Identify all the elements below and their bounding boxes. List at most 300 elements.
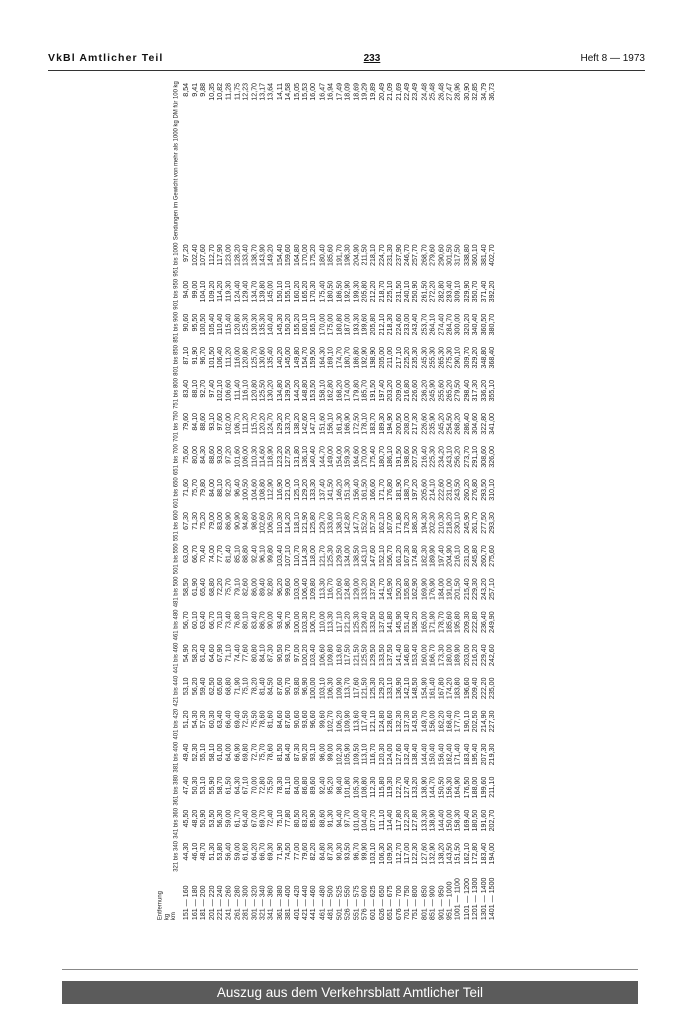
rate-cell: 63,40 (199, 611, 208, 630)
rate-cell: 172,80 (471, 842, 480, 865)
rate-cell: 133,20 (411, 776, 420, 799)
distance-cell: 551 — 575 (352, 885, 361, 921)
distance-cell: 201 — 220 (208, 885, 217, 921)
rate-cell: 161,40 (428, 677, 437, 700)
rate-cell: 195,80 (454, 611, 463, 634)
rate-cell: 189,90 (454, 644, 463, 667)
rate-cell: 162,20 (437, 710, 446, 733)
rate-cell: 166,70 (428, 644, 437, 667)
rate-cell: 145,00 (267, 280, 276, 303)
rate-cell: 71,10 (225, 644, 234, 663)
page-header (48, 52, 645, 68)
rate-cell: 260,20 (462, 479, 471, 501)
rate-cell: 264,10 (428, 313, 437, 336)
rate-cell: 166,90 (343, 412, 352, 435)
rate-cell: 90,50 (275, 644, 285, 663)
rate-cell: 109,20 (208, 280, 217, 303)
rate-cell: 99,60 (284, 578, 293, 596)
rate-cell: 279,60 (428, 244, 437, 266)
distance-cell: 301 — 320 (250, 885, 259, 921)
rate-cell: 81,50 (275, 743, 285, 762)
rate-cell: 77,80 (284, 809, 293, 828)
rate-cell: 138,50 (352, 545, 361, 567)
journal-title: VkBl Amtlicher Teil (48, 52, 164, 64)
rate-cell: 255,60 (437, 379, 446, 402)
rate-cell: 360,50 (479, 313, 488, 336)
rate-cell: 214,10 (428, 479, 437, 501)
rate-cell: 84,40 (284, 743, 293, 762)
rate-cell: 92,80 (267, 578, 276, 596)
rate-cell: 205,80 (369, 313, 378, 336)
rate-cell: 293,50 (479, 479, 488, 501)
rate-cell: 13,17 (258, 82, 268, 101)
rate-cell: 243,20 (479, 578, 488, 600)
rate-cell: 25,48 (428, 82, 437, 101)
rate-cell: 130,20 (267, 379, 276, 402)
table-row (259, 80, 267, 923)
rate-cell: 100,00 (292, 611, 301, 634)
rate-cell: 97,60 (216, 412, 225, 431)
rate-cell: 87,60 (284, 710, 293, 729)
rate-cell: 140,40 (309, 445, 318, 468)
rate-cell: 97,20 (225, 445, 234, 464)
table-row (352, 80, 360, 923)
rate-cell: 277,50 (479, 512, 488, 534)
rate-cell: 102,30 (335, 743, 344, 766)
rate-cell: 368,40 (488, 346, 497, 369)
rate-cell: 242,60 (488, 644, 497, 667)
weight-band-header: 481 bis 500 (172, 576, 180, 608)
rate-cell: 28,96 (454, 82, 463, 101)
rate-cell: 129,20 (301, 479, 310, 501)
rate-cell: 260,70 (479, 545, 488, 567)
rate-cell: 169,90 (420, 578, 429, 600)
rate-cell: 138,20 (437, 842, 446, 865)
rate-cell: 16,94 (326, 82, 335, 101)
rate-cell: 117,50 (343, 644, 352, 666)
rate-cell: 104,40 (360, 809, 369, 832)
rate-cell: 133,30 (309, 479, 318, 501)
rate-cell: 135,30 (258, 313, 268, 336)
rate-cell: 66,90 (233, 743, 242, 762)
rate-cell: 255,30 (428, 346, 437, 369)
distance-cell: 576 — 600 (360, 885, 369, 921)
table-row (293, 80, 301, 923)
rate-cell: 167,00 (386, 512, 395, 534)
rate-cell: 156,00 (428, 710, 437, 733)
rate-cell: 52,30 (191, 743, 200, 762)
rate-cell: 129,40 (241, 280, 251, 303)
table-header-row (158, 80, 183, 923)
rate-cell: 211,50 (360, 244, 369, 266)
rate-cell: 121,70 (318, 545, 327, 567)
rate-cell: 122,30 (411, 842, 420, 865)
rate-cell: 109,80 (326, 644, 335, 667)
rate-cell: 77,70 (216, 545, 225, 563)
table-row (344, 80, 352, 923)
rate-cell: 94,80 (241, 512, 251, 530)
rate-cell: 97,70 (343, 809, 352, 828)
rate-cell: 61,50 (225, 776, 234, 795)
rate-cell: 245,20 (437, 412, 446, 435)
rate-cell: 178,20 (403, 512, 412, 534)
rate-cell: 104,10 (199, 280, 208, 303)
rate-cell: 100,50 (241, 479, 251, 501)
rate-cell: 286,40 (462, 412, 471, 435)
rate-cell: 341,00 (488, 412, 497, 435)
rate-cell: 87,10 (182, 346, 191, 365)
rate-cell: 67,10 (241, 776, 251, 795)
rate-cell: 168,20 (335, 379, 344, 402)
rate-cell: 54,90 (182, 644, 191, 663)
rate-cell: 125,50 (360, 644, 369, 667)
distance-cell: 601 — 625 (369, 885, 378, 921)
rate-cell: 127,60 (420, 842, 429, 865)
rate-cell: 120,30 (377, 743, 386, 766)
rate-cell: 300,00 (454, 313, 463, 336)
rate-cell: 205,80 (360, 280, 369, 303)
rate-cell: 117,90 (216, 244, 225, 266)
rate-cell: 145,00 (284, 346, 293, 369)
rate-cell: 186,30 (411, 512, 420, 534)
rate-cell: 177,70 (454, 710, 463, 733)
rate-cell: 100,50 (199, 313, 208, 336)
rate-cell: 162,10 (377, 512, 386, 534)
rate-cell: 301,50 (445, 244, 454, 266)
rate-cell: 55,90 (208, 776, 217, 795)
rate-cell: 233,00 (403, 313, 412, 336)
rate-cell: 21,09 (386, 82, 395, 101)
rate-cell: 132,40 (403, 743, 412, 766)
rate-cell: 113,70 (343, 677, 352, 699)
rate-cell: 156,40 (352, 479, 361, 501)
rate-cell: 272,20 (428, 280, 437, 303)
distance-cell: 481 — 500 (326, 885, 335, 921)
rate-cell: 113,60 (335, 644, 344, 666)
rate-cell: 243,50 (454, 479, 463, 501)
rate-cell: 158,30 (454, 809, 463, 832)
rate-cell: 93,70 (284, 644, 293, 663)
rate-cell: 101,80 (343, 776, 352, 799)
rate-cell: 106,40 (301, 578, 310, 600)
rate-cell: 114,30 (301, 545, 310, 567)
table-row (301, 80, 309, 923)
rate-cell: 322,80 (479, 412, 488, 435)
distance-cell: 281 — 300 (241, 885, 251, 921)
rate-cell: 183,70 (369, 412, 378, 435)
rate-cell: 101,50 (208, 346, 217, 369)
rate-cell: 16,00 (309, 82, 318, 101)
rate-cell: 111,20 (241, 412, 251, 434)
rate-cell: 58,10 (208, 743, 217, 762)
distance-cell: 676 — 700 (394, 885, 403, 921)
rate-cell: 121,90 (301, 512, 310, 534)
rate-cell: 15,53 (301, 82, 310, 101)
rate-cell: 121,50 (360, 677, 369, 700)
rate-cell: 129,20 (377, 677, 386, 700)
table-row (200, 80, 208, 923)
weight-band-header: 501 bis 550 (172, 543, 180, 575)
table-row (225, 80, 233, 923)
rate-cell: 92,70 (199, 379, 208, 398)
rate-cell: 128,60 (386, 710, 395, 733)
rate-cell: 80,00 (191, 445, 200, 464)
rate-cell: 96,70 (352, 842, 361, 861)
rate-cell: 198,90 (369, 346, 378, 369)
rate-cell: 146,80 (403, 644, 412, 667)
rate-cell: 136,10 (301, 445, 310, 468)
rate-cell: 49,40 (182, 743, 191, 762)
rate-cell: 80,10 (241, 611, 251, 630)
rate-cell: 175,40 (369, 445, 378, 468)
rate-cell: 64,00 (225, 743, 234, 762)
rate-cell: 138,40 (411, 743, 420, 766)
rate-cell: 136,90 (394, 677, 403, 700)
rate-cell: 79,00 (208, 512, 217, 530)
rate-cell: 61,40 (199, 644, 208, 663)
rate-cell: 120,20 (258, 412, 268, 435)
rate-cell: 94,40 (335, 809, 344, 828)
rate-cell: 164,60 (352, 445, 361, 468)
rate-cell: 61,60 (241, 842, 251, 861)
rate-cell: 81,60 (267, 710, 276, 729)
rate-cell: 88,10 (216, 479, 225, 497)
rate-cell: 88,60 (199, 412, 208, 431)
rate-cell: 119,30 (225, 280, 234, 302)
rate-cell: 55,10 (199, 743, 208, 762)
rate-cell: 70,40 (199, 545, 208, 563)
rate-cell: 109,50 (352, 743, 361, 766)
rate-cell: 308,60 (479, 445, 488, 468)
rate-cell: 123,20 (275, 445, 285, 468)
rate-cell: 135,40 (267, 346, 276, 369)
rate-cell: 211,00 (386, 346, 395, 368)
rate-cell: 14,11 (275, 82, 285, 101)
rate-cell: 293,30 (488, 512, 497, 534)
rate-cell: 97,40 (208, 379, 217, 398)
distance-cell: 626 — 650 (377, 885, 386, 921)
rate-cell: 402,70 (488, 244, 497, 266)
rate-cell: 127,60 (394, 743, 403, 766)
rate-cell: 355,10 (488, 379, 497, 402)
rate-cell: 82,60 (241, 578, 251, 596)
rate-cell: 53,80 (216, 842, 225, 861)
weight-band-header: 421 bis 440 (172, 675, 180, 707)
rate-cell: 120,80 (250, 379, 259, 402)
rate-cell: 75,20 (199, 512, 208, 530)
table-row (318, 80, 326, 923)
table-row (454, 80, 462, 923)
rate-cell: 154,70 (301, 346, 310, 369)
distance-cell: 1201 — 1300 (471, 877, 480, 921)
rate-cell: 217,10 (394, 346, 403, 369)
table-row (335, 80, 343, 923)
rate-cell: 71,90 (233, 677, 242, 696)
rate-cell: 48,70 (199, 842, 208, 861)
rate-cell: 59,00 (233, 842, 242, 861)
rate-cell: 8,54 (182, 82, 191, 97)
distance-header (158, 873, 183, 923)
rate-cell: 103,40 (309, 644, 318, 667)
rate-cell: 34,79 (479, 82, 488, 101)
rate-cell: 108,80 (258, 479, 268, 501)
rate-cell: 164,80 (292, 244, 301, 266)
rate-cell: 117,60 (352, 677, 361, 699)
rate-cell: 129,20 (275, 412, 285, 435)
rate-cell: 192,90 (343, 280, 352, 303)
rate-cell: 309,70 (462, 346, 471, 369)
rate-cell: 16,47 (318, 82, 327, 101)
rate-cell: 67,00 (250, 809, 259, 828)
rate-cell: 53,10 (199, 776, 208, 795)
rate-cell: 106,20 (335, 710, 344, 733)
rate-cell: 205,60 (420, 479, 429, 501)
table-row (463, 80, 471, 923)
weight-band-header: 751 bis 800 (172, 378, 180, 409)
header-rule (48, 70, 645, 71)
rate-cell: 83,00 (216, 512, 225, 530)
weight-band-header: 801 bis 850 (172, 345, 180, 376)
rate-cell: 157,30 (369, 512, 378, 534)
rate-cell: 102,00 (225, 412, 234, 435)
rate-cell: 275,60 (488, 545, 497, 567)
rate-cell: 124,80 (343, 578, 352, 600)
distance-cell: 1001 — 1100 (454, 878, 463, 921)
rate-cell: 96,70 (284, 611, 293, 630)
rate-cell: 199,60 (360, 313, 369, 336)
table-row (437, 80, 445, 923)
rate-cell: 133,40 (241, 244, 251, 266)
rate-cell: 112,70 (208, 244, 217, 266)
table-row (310, 80, 318, 923)
rate-cell: 190,10 (462, 710, 471, 733)
rate-cell: 214,90 (479, 710, 488, 733)
rate-cell: 151,60 (318, 412, 327, 435)
rate-cell: 168,40 (445, 710, 454, 733)
rate-cell: 191,50 (369, 379, 378, 402)
weight-band-header: 361 bis 380 (172, 774, 180, 806)
rate-cell: 120,60 (335, 578, 344, 600)
weight-unit-label: kg (163, 913, 171, 921)
rate-cell: 162,10 (462, 842, 471, 865)
rate-cell: 116,90 (275, 479, 285, 501)
rate-cell: 87,60 (275, 677, 285, 696)
rate-cell: 187,00 (343, 313, 352, 336)
rate-cell: 78,60 (258, 710, 268, 729)
table-row (369, 80, 377, 923)
rate-cell: 17,49 (335, 82, 344, 101)
rate-cell: 134,70 (250, 280, 259, 303)
issue-label: Heft 8 — 1973 (580, 53, 645, 64)
rate-cell: 138,10 (335, 512, 344, 534)
rate-cell: 93,50 (343, 842, 352, 861)
rate-cell: 202,30 (428, 512, 437, 534)
rate-cell: 27,47 (445, 82, 454, 101)
rate-cell: 84,10 (258, 644, 268, 663)
rate-cell: 124,70 (267, 412, 276, 435)
rate-cell: 117,00 (403, 842, 412, 864)
rate-cell: 99,90 (360, 842, 369, 861)
rate-cell: 147,70 (352, 512, 361, 534)
rate-cell: 72,70 (250, 743, 259, 762)
rate-cell: 95,20 (326, 776, 335, 795)
rate-cell: 273,70 (462, 445, 471, 468)
rate-cell: 125,30 (352, 611, 361, 634)
rate-cell: 90,70 (284, 677, 293, 696)
rate-cell: 147,60 (369, 545, 378, 567)
rate-cell: 290,60 (437, 244, 446, 266)
rate-cell: 60,30 (208, 710, 217, 729)
rate-cell: 92,40 (318, 776, 327, 795)
distance-cell: 421 — 440 (301, 885, 310, 921)
rate-cell: 237,90 (394, 244, 403, 266)
rate-cell: 84,50 (267, 677, 276, 696)
distance-cell: 651 — 675 (386, 885, 395, 921)
rate-cell: 317,50 (454, 244, 463, 266)
rate-cell: 66,70 (191, 545, 200, 563)
rate-cell: 128,20 (233, 244, 242, 266)
rate-cell: 176,50 (462, 776, 471, 799)
rate-cell: 174,00 (343, 379, 352, 402)
rate-cell: 90,60 (292, 710, 301, 729)
rate-cell: 172,50 (352, 412, 361, 435)
weight-band-header: 701 bis 750 (172, 411, 180, 442)
rate-cell: 64,30 (233, 776, 242, 795)
rate-cell: 111,10 (377, 809, 386, 831)
rate-cell: 11,28 (225, 82, 234, 101)
rate-cell: 222,80 (471, 611, 480, 634)
rate-cell: 121,00 (284, 479, 293, 501)
rate-cell: 175,20 (309, 244, 318, 266)
distance-cell: 851 — 900 (428, 885, 437, 921)
rate-cell: 243,40 (411, 313, 420, 336)
rate-cell: 191,70 (335, 244, 344, 266)
rate-cell: 99,00 (326, 743, 335, 762)
rate-cell: 124,40 (233, 280, 242, 303)
rate-cell: 102,60 (258, 512, 268, 534)
rate-cell: 75,50 (267, 776, 276, 795)
rate-cell: 124,00 (386, 743, 395, 766)
rate-cell: 106,30 (326, 677, 335, 700)
rate-cell: 380,70 (488, 313, 497, 336)
rate-cell: 249,90 (488, 611, 497, 634)
weight-band-header: 601 bis 650 (172, 477, 180, 509)
rate-cell: 205,00 (377, 346, 386, 369)
rate-cell: 117,10 (335, 611, 344, 633)
rate-cell: 235,30 (411, 346, 420, 369)
rate-cell: 310,10 (488, 479, 497, 501)
rate-cell: 56,40 (225, 842, 234, 861)
rate-cell: 225,20 (403, 346, 412, 369)
rate-cell: 86,80 (301, 776, 310, 795)
rate-cell: 63,00 (182, 545, 191, 563)
distance-cell: 221 — 240 (216, 885, 225, 921)
rate-cell: 133,50 (377, 644, 386, 667)
rate-cell: 74,00 (208, 545, 217, 563)
distance-cell: 501 — 525 (335, 885, 344, 921)
rate-cell: 236,20 (420, 379, 429, 402)
rate-cell: 107,70 (369, 809, 378, 832)
distance-cell: 151 — 160 (182, 885, 191, 921)
rate-cell: 156,10 (326, 412, 335, 435)
rate-cell: 202,50 (471, 710, 480, 733)
rate-cell: 141,40 (394, 644, 403, 667)
rate-cell: 62,50 (208, 677, 217, 696)
rate-cell: 125,70 (250, 346, 259, 369)
rate-cell: 261,50 (420, 280, 429, 303)
table-row (429, 80, 437, 923)
rate-cell: 139,80 (258, 280, 268, 303)
